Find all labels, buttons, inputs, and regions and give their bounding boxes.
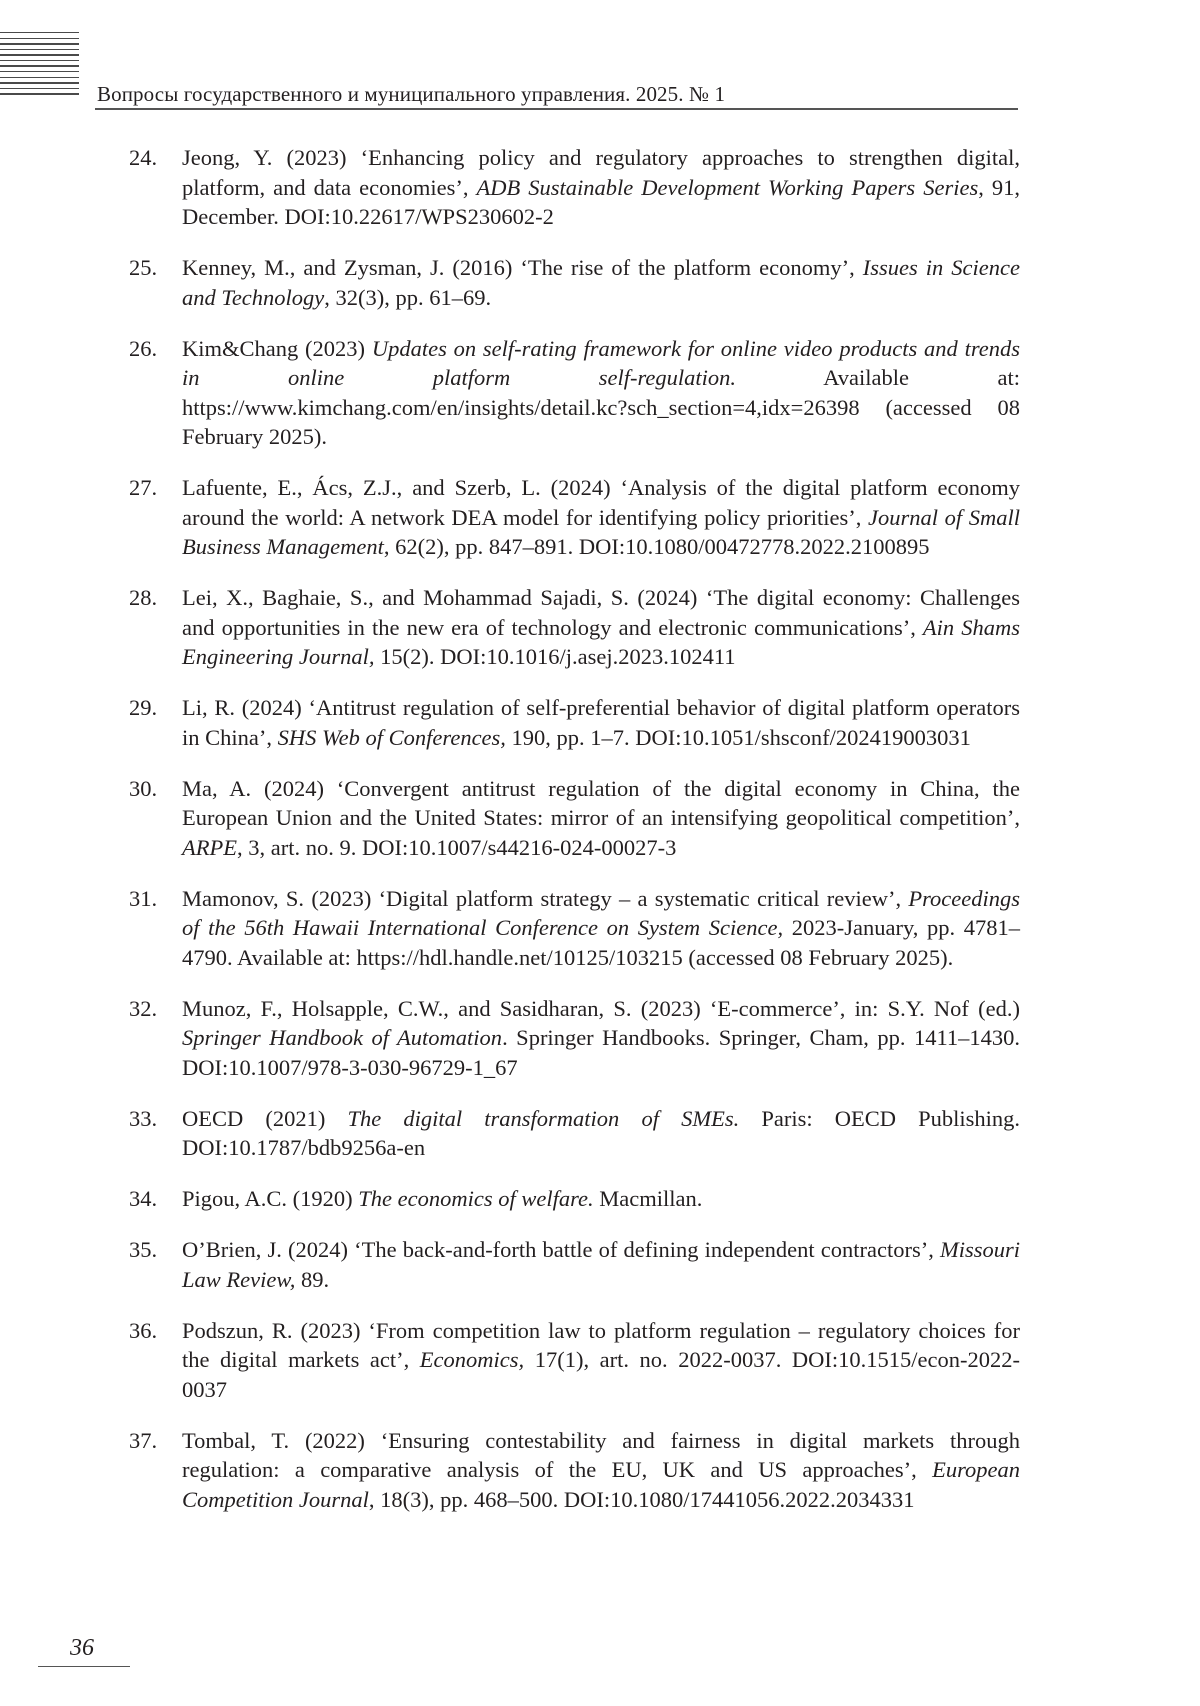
reference-source: Springer Handbook of Automation <box>182 1025 503 1050</box>
reference-details: , 62(2), pp. 847–891. DOI:10.1080/00472778.2022.2100895 <box>383 534 930 559</box>
reference-details: 17(1), art. no. 2022-0037. DOI:10.1515/econ-2022-0037 <box>182 1347 1020 1402</box>
reference-item <box>125 1316 1020 1405</box>
reference-text: Pigou, A.C. (1920) <box>182 1186 359 1211</box>
reference-text: Tombal, T. (2022) ‘Ensuring contestability and fairness in digital markets through regulation: a comparative analysis of the EU, UK and US approaches’, <box>182 1427 1020 1482</box>
reference-source: Economics, <box>419 1347 525 1372</box>
reference-source: Proceedings of the 56th Hawaii International Conference on System Science, <box>182 885 1020 940</box>
reference-details: , 91, December. DOI:10.22617/WPS230602-2 <box>182 174 1020 229</box>
reference-details: Macmillan. <box>593 1186 703 1211</box>
reference-details: 15(2). DOI:10.1016/j.asej.2023.102411 <box>374 644 736 669</box>
reference-source: The economics of welfare. <box>358 1186 594 1211</box>
reference-text: Podszun, R. (2023) ‘From competition law to platform regulation – regulatory choices for the digital markets act’, <box>182 1317 1020 1372</box>
header-decorative-lines <box>0 32 79 99</box>
reference-text: Lei, X., Baghaie, S., and Mohammad Sajadi, S. (2024) ‘The digital economy: Challenges and opportunities in the new era of technology and electronic communications’, <box>182 585 1020 640</box>
reference-text: Jeong, Y. (2023) ‘Enhancing policy and regulatory approaches to strengthen digital, platform, and data economies’, <box>182 145 1020 200</box>
reference-item <box>125 583 1020 672</box>
reference-number: 35. <box>129 1237 158 1262</box>
reference-source: ADB Sustainable Development Working Papers Series <box>476 174 979 200</box>
reference-item <box>125 334 1020 452</box>
reference-source: European Competition Journal <box>182 1457 1020 1512</box>
reference-details: Available at: https://www.kimchang.com/en/insights/detail.kc?sch_section=4,idx=26398 (accessed 08 February 2025). <box>182 365 1020 449</box>
reference-source: Updates on self-rating framework for online video products and trends in online platform self-regulation. <box>182 335 1020 390</box>
header-rule <box>95 108 1018 110</box>
reference-item <box>125 884 1020 973</box>
reference-number: 31. <box>129 885 158 911</box>
reference-number: 32. <box>129 995 158 1021</box>
reference-item <box>125 143 1020 232</box>
reference-number: 24. <box>129 145 158 170</box>
reference-number: 30. <box>129 775 158 801</box>
reference-number: 26. <box>129 335 158 361</box>
reference-details: . Springer Handbooks. Springer, Cham, pp. 1411–1430. DOI:10.1007/978-3-030-96729-1_67 <box>182 1025 1020 1080</box>
reference-list <box>125 143 1020 1536</box>
reference-item <box>125 994 1020 1083</box>
reference-source: Issues in Science and Technology <box>182 255 1020 310</box>
reference-number: 25. <box>129 255 158 280</box>
running-head: Вопросы государственного и муниципального управления. 2025. № 1 <box>97 82 726 106</box>
reference-item <box>125 774 1020 863</box>
reference-details: 2023-January, pp. 4781–4790. Available at: https://hdl.handle.net/10125/103215 (accessed 08 February 2025). <box>182 915 1020 970</box>
reference-text: Mamonov, S. (2023) ‘Digital platform strategy – a systematic critical review’, <box>182 885 909 911</box>
reference-details: , 32(3), pp. 61–69. <box>324 284 492 310</box>
page-number: 36 <box>70 1635 94 1661</box>
reference-number: 27. <box>129 475 158 500</box>
reference-number: 33. <box>129 1105 158 1131</box>
reference-item <box>125 473 1020 562</box>
reference-source: Missouri Law Review, <box>182 1237 1020 1292</box>
reference-item <box>125 253 1020 312</box>
reference-number: 28. <box>129 585 158 610</box>
reference-number: 36. <box>129 1317 158 1343</box>
reference-text: Li, R. (2024) ‘Antitrust regulation of self-preferential behavior of digital platform operators in China’, <box>182 695 1020 750</box>
reference-source: The digital transformation of SMEs. <box>347 1105 740 1131</box>
reference-text: O’Brien, J. (2024) ‘The back-and-forth battle of defining independent contractors’, <box>182 1237 940 1262</box>
reference-details: 190, pp. 1–7. DOI:10.1051/shsconf/202419003031 <box>505 724 971 750</box>
reference-number: 37. <box>129 1427 158 1453</box>
reference-item <box>125 1426 1020 1515</box>
reference-source: SHS Web of Conferences, <box>277 724 506 750</box>
reference-text: Kim&Chang (2023) <box>182 335 372 361</box>
reference-source: Ain Shams Engineering Journal, <box>182 614 1021 669</box>
reference-details: Paris: OECD Publishing. DOI:10.1787/bdb9256a-en <box>182 1105 1021 1160</box>
reference-details: , 18(3), pp. 468–500. DOI:10.1080/17441056.2022.2034331 <box>368 1486 915 1512</box>
reference-item <box>125 693 1020 752</box>
reference-item <box>125 1104 1020 1163</box>
reference-number: 29. <box>129 695 158 720</box>
footer-rule <box>38 1666 130 1667</box>
reference-text: Ma, A. (2024) ‘Convergent antitrust regulation of the digital economy in China, the European Union and the United States: mirror of an intensifying geopolitical competition’, <box>182 775 1020 830</box>
reference-text: Kenney, M., and Zysman, J. (2016) ‘The rise of the platform economy’, <box>182 255 863 280</box>
reference-item <box>125 1184 1020 1214</box>
reference-text: Munoz, F., Holsapple, C.W., and Sasidharan, S. (2023) ‘E-commerce’, in: S.Y. Nof (ed.) <box>182 995 1020 1021</box>
reference-source: ARPE <box>182 834 237 860</box>
reference-details: 89. <box>295 1266 330 1292</box>
reference-text: Lafuente, E., Ács, Z.J., and Szerb, L. (2024) ‘Analysis of the digital platform economy around the world: A network DEA model for identifying policy priorities’, <box>182 475 1020 530</box>
reference-text: OECD (2021) <box>182 1105 348 1131</box>
reference-source: Journal of Small Business Management <box>182 504 1020 559</box>
reference-details: , 3, art. no. 9. DOI:10.1007/s44216-024-00027-3 <box>236 834 677 860</box>
reference-item <box>125 1235 1020 1294</box>
reference-number: 34. <box>129 1186 158 1211</box>
